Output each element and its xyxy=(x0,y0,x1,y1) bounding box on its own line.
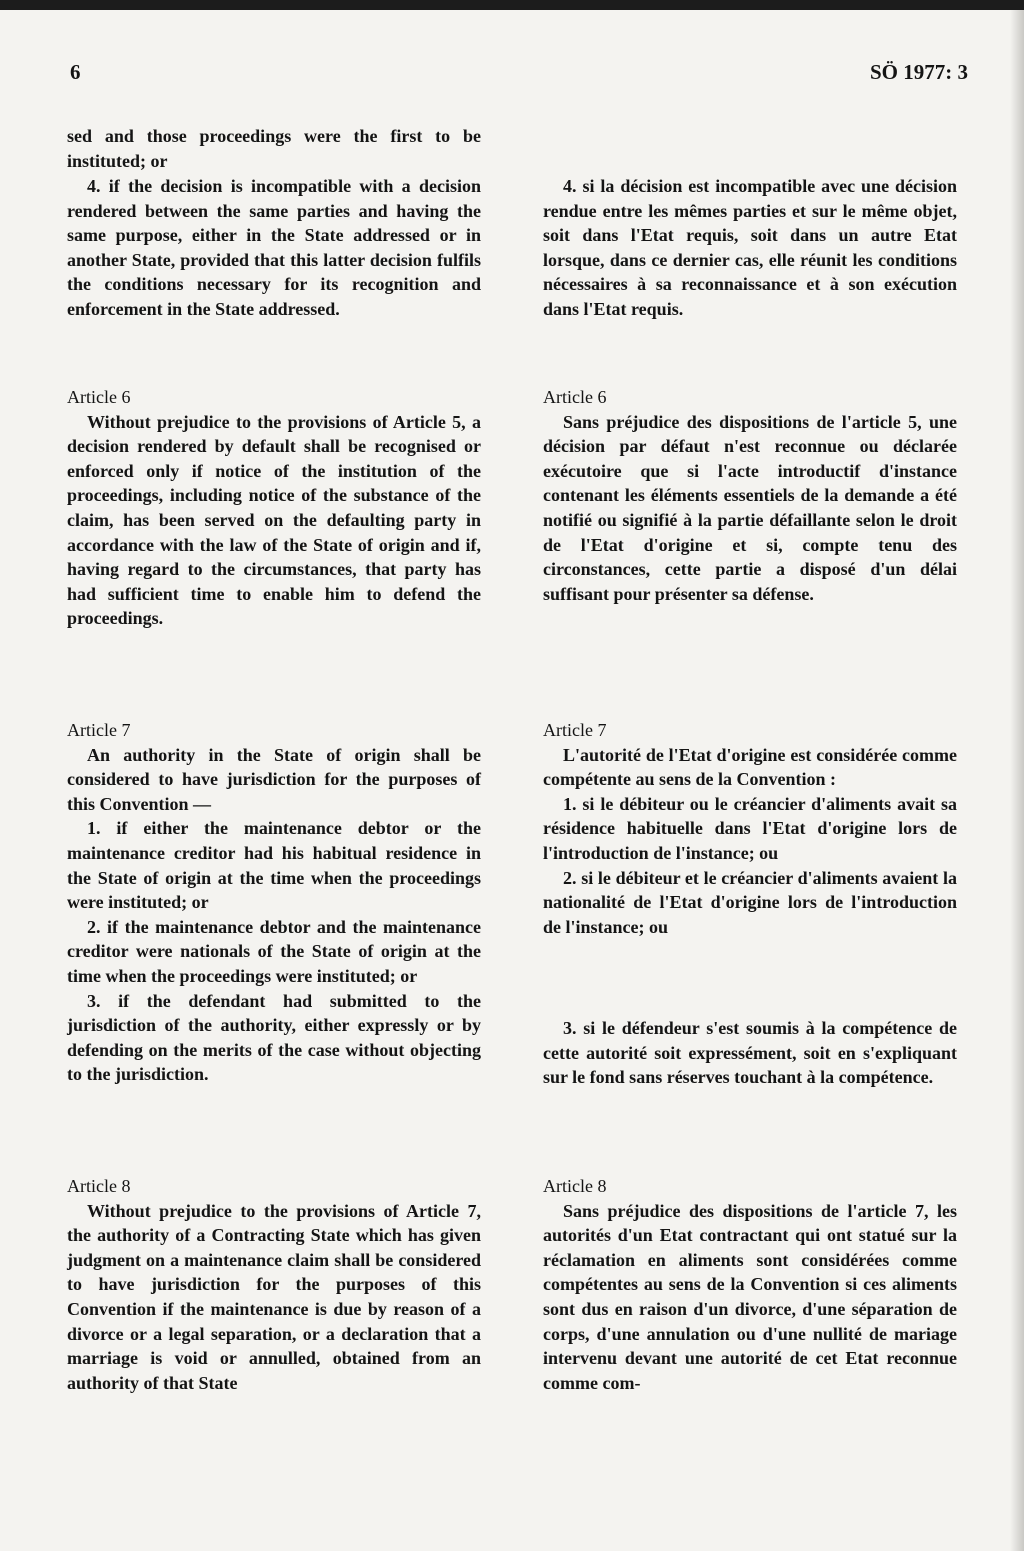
fr-article7-heading: Article 7 xyxy=(543,720,607,740)
fr-article7-intro: L'autorité de l'Etat d'origine est considérée comme compétente au sens de la Convention : xyxy=(543,744,957,790)
en-article6 xyxy=(67,385,481,631)
fr-article6-text: Sans préjudice des dispositions de l'article 5, une décision par défaut n'est reconnue ou déclarée exécutoire que si l'acte introductif d'instance contenant les éléments essentiels de la demande a été notifié ou signifié à la partie défaillante selon le droit de l'Etat d'origine et si, compte tenu des circonstances, cette partie a disposé d'un délai suffisant pour présenter sa défense. xyxy=(543,411,957,604)
en-article7-heading: Article 7 xyxy=(67,720,131,740)
en-article7-item2: 2. if the maintenance debtor and the maintenance creditor were nationals of the State of origin at the time when the proceedings were instituted; or xyxy=(67,916,481,986)
scan-right-edge xyxy=(1010,10,1024,1551)
fr-article7-item1: 1. si le débiteur ou le créancier d'aliments avait sa résidence habituelle dans l'Etat d'origine lors de l'introduction de l'instance; ou xyxy=(543,793,957,863)
document-reference: SÖ 1977: 3 xyxy=(870,60,969,84)
en-article7-item3: 3. if the defendant had submitted to the jurisdiction of the authority, either expressly or by defending on the merits of the case without objecting to the jurisdiction. xyxy=(67,990,481,1085)
fr-article7-item3-block xyxy=(543,1016,957,1090)
scan-top-border xyxy=(0,0,1024,10)
fr-article7-item2: 2. si le débiteur et le créancier d'aliments avaient la nationalité de l'Etat d'origine lors de l'introduction de l'instance; ou xyxy=(543,867,957,937)
en-article7 xyxy=(67,718,481,1087)
fr-article6-heading: Article 6 xyxy=(543,387,607,407)
en-article8 xyxy=(67,1174,481,1395)
en-article6-heading: Article 6 xyxy=(67,387,131,407)
fr-article7-item3: 3. si le défendeur s'est soumis à la compétence de cette autorité soit expressément, soit en s'expliquant sur le fond sans réserves touchant à la compétence. xyxy=(543,1018,957,1088)
fr-article5-item4: 4. si la décision est incompatible avec une décision rendue entre les mêmes parties et sur le même objet, soit dans l'Etat requis, soit dans un autre Etat lorsque, dans ce dernier cas, elle réunit les conditions nécessaires à sa reconnaissance et à son exécution dans l'Etat requis. xyxy=(543,176,957,319)
en-intro: sed and those proceedings were the first to be instituted; or xyxy=(67,126,481,171)
fr-article8 xyxy=(543,1174,957,1395)
en-article8-heading: Article 8 xyxy=(67,1176,131,1196)
en-article8-text: Without prejudice to the provisions of Article 7, the authority of a Contracting State which has given judgment on a maintenance claim shall be considered to have jurisdiction for the purposes of this Convention if the maintenance is due by reason of a divorce or a legal separation, or a declaration that a marriage is void or annulled, obtained from an authority of that State xyxy=(67,1200,481,1393)
en-article6-text: Without prejudice to the provisions of Article 5, a decision rendered by default shall be recognised or enforced only if notice of the institution of the proceedings, including notice of the substance of the claim, has been served on the defaulting party in accordance with the law of the State of origin and if, having regard to the circumstances, that party has had sufficient time to enable him to defend the proceedings. xyxy=(67,411,481,629)
page-number: 6 xyxy=(70,60,81,84)
fr-article8-text: Sans préjudice des dispositions de l'article 7, les autorités d'un Etat contractant qui ont statué sur la réclamation en aliments sont considérées comme compétentes au sens de la Convention si ces aliments sont dus en raison d'un divorce, d'une séparation de corps, d'une annulation ou d'une nullité de mariage intervenu devant une autorité de cet Etat reconnue comme com- xyxy=(543,1200,957,1393)
en-article7-item1: 1. if either the maintenance debtor or the maintenance creditor had his habitual residence in the State of origin at the time when the proceedings were instituted; or xyxy=(67,818,481,913)
fr-article6 xyxy=(543,385,957,606)
en-article7-intro: An authority in the State of origin shall be considered to have jurisdiction for the purposes of this Convention — xyxy=(67,744,481,814)
fr-article8-heading: Article 8 xyxy=(543,1176,607,1196)
en-article5-item4: 4. if the decision is incompatible with a decision rendered between the same parties and having the same purpose, either in the State addressed or in another State, provided that this latter decision fulfils the conditions necessary for its recognition and enforcement in the State addressed. xyxy=(67,176,481,319)
fr-article7 xyxy=(543,718,957,939)
